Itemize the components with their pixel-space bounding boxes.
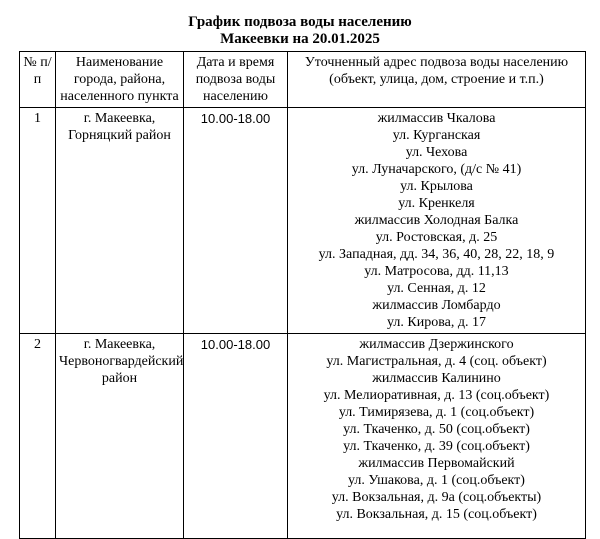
- address-line: ул. Курганская: [392, 128, 481, 143]
- row-time: 10.00-18.00: [184, 108, 288, 334]
- address-line: жилмассив Холодная Балка: [354, 213, 519, 228]
- address-line: ул. Вокзальная, д. 15 (соц.объект): [336, 507, 537, 522]
- address-line: ул. Чехова: [405, 145, 468, 160]
- table-row: [20, 334, 586, 539]
- address-line: ул. Кирова, д. 17: [387, 315, 486, 330]
- address-line: ул. Крылова: [400, 179, 473, 194]
- row-city: г. Макеевка, Горняцкий район: [56, 108, 184, 334]
- address-line: ул. Ушакова, д. 1 (соц.объект): [348, 473, 525, 488]
- address-line: ул. Луначарского, (д/с № 41): [351, 162, 522, 177]
- address-line: жилмассив Калинино: [372, 371, 501, 386]
- address-line: ул. Магистральная, д. 4 (соц. объект): [326, 354, 547, 369]
- title-line-2: Макеевки на 20.01.2025: [220, 31, 380, 47]
- water-delivery-table: [19, 51, 586, 539]
- address-line: ул. Западная, дд. 34, 36, 40, 28, 22, 18, 9: [318, 247, 555, 262]
- row-addresses: [288, 334, 586, 539]
- address-line: ул. Сенная, д. 12: [387, 281, 486, 296]
- address-line: жилмассив Дзержинского: [359, 337, 514, 352]
- row-time: 10.00-18.00: [184, 334, 288, 539]
- address-line: ул. Ткаченко, д. 50 (соц.объект): [343, 422, 530, 437]
- header-city: Наименование города, района, населенного пункта: [56, 52, 184, 108]
- table-header-row: [20, 52, 586, 108]
- address-line: жилмассив Ломбардо: [372, 298, 501, 313]
- address-line: ул. Кренкеля: [398, 196, 475, 211]
- row-addresses: [288, 108, 586, 334]
- address-line: ул. Ткаченко, д. 39 (соц.объект): [343, 439, 530, 454]
- address-line: ул. Ростовская, д. 25: [375, 230, 498, 245]
- address-line: жилмассив Первомайский: [358, 456, 515, 471]
- address-line: ул. Мелиоративная, д. 13 (соц.объект): [323, 388, 550, 403]
- address-line: ул. Вокзальная, д. 9а (соц.объекты): [331, 490, 542, 505]
- row-city: г. Макеевка, Червоногвардейский район: [56, 334, 184, 539]
- document-title: [0, 14, 600, 48]
- header-time: Дата и время подвоза воды населению: [184, 52, 288, 108]
- address-line: жилмассив Чкалова: [377, 111, 496, 126]
- address-line: ул. Матросова, дд. 11,13: [364, 264, 509, 279]
- row-number: 1: [20, 108, 56, 334]
- table-row: [20, 108, 586, 334]
- header-number: № п/п: [20, 52, 56, 108]
- address-line: ул. Тимирязева, д. 1 (соц.объект): [338, 405, 535, 420]
- title-line-1: График подвоза воды населению: [188, 14, 412, 30]
- header-address: Уточненный адрес подвоза воды населению (объект, улица, дом, строение и т.п.): [288, 52, 586, 108]
- row-number: 2: [20, 334, 56, 539]
